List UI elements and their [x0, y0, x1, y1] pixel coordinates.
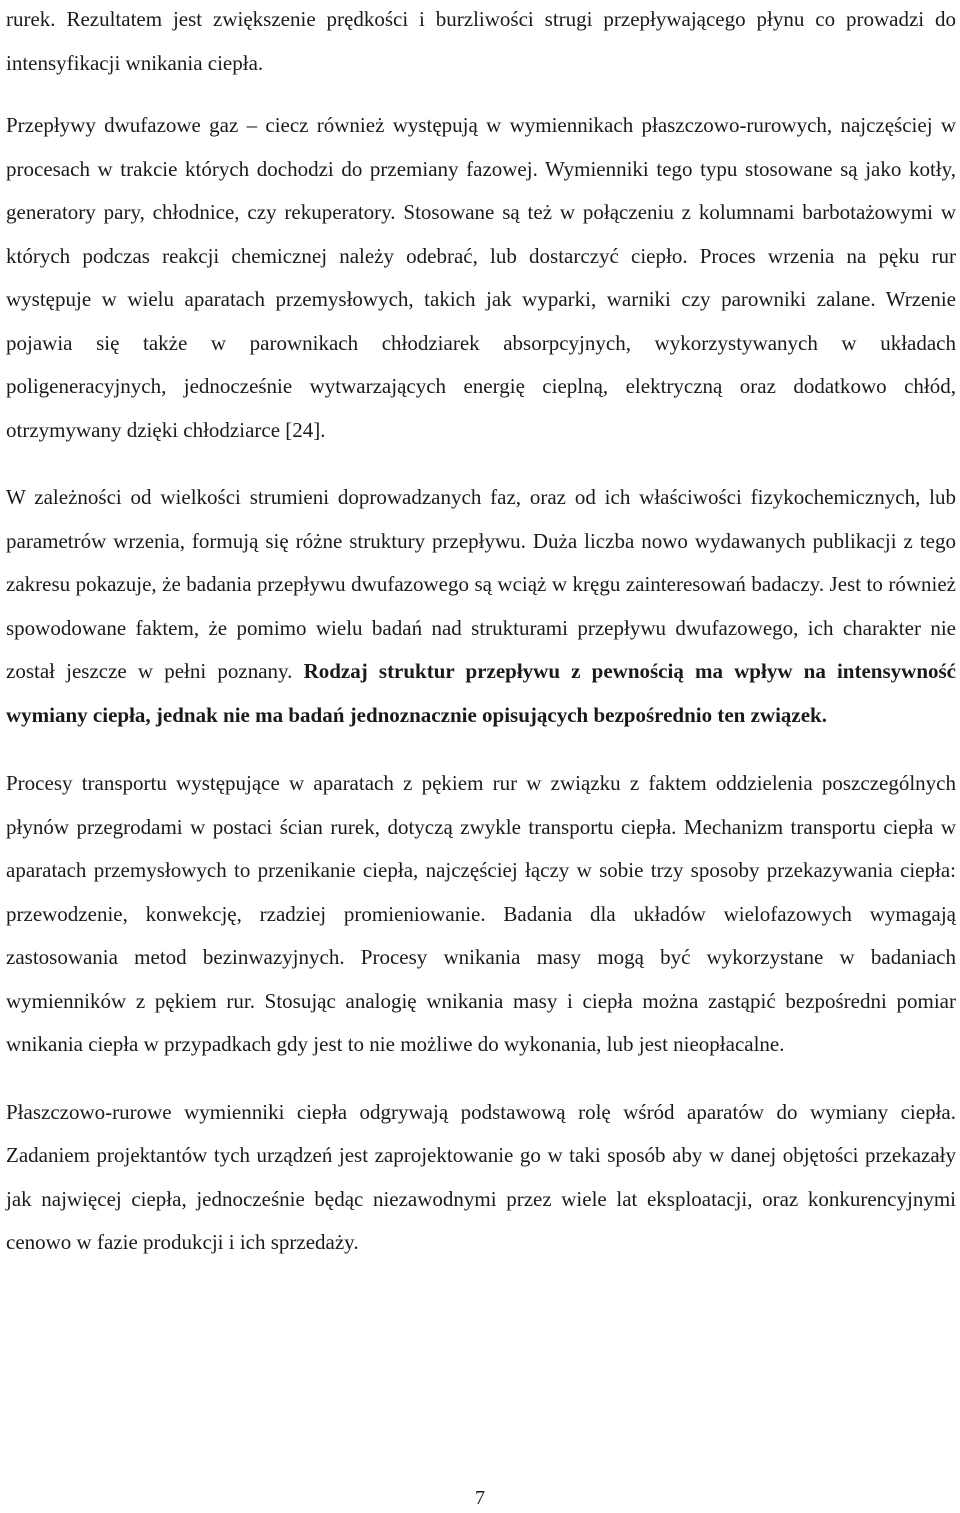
paragraph-intro-continuation	[6, 0, 956, 85]
paragraph-transport-processes	[6, 762, 956, 1067]
paragraph-text: Przepływy dwufazowe gaz – ciecz również występują w wymiennikach płaszczowo-rurowych, najczęściej w procesach w trakcie których dochodzi do przemiany fazowej. Wymienniki tego typu stosowane są jako kotły, generatory pary, chłodnice, czy rekuperatory. Stosowane są też w połączeniu z kolumnami barbotażowymi w których podczas reakcji chemicznej należy odebrać, lub dostarczyć ciepło. Proces wrzenia na pęku rur występuje w wielu aparatach przemysłowych, takich jak wyparki, warniki czy parowniki zalane. Wrzenie pojawia się także w parownikach chłodziarek absorpcyjnych, wykorzystywanych w układach poligeneracyjnych, jednocześnie wytwarzających energię cieplną, elektryczną oraz dodatkowo chłód, otrzymywany dzięki chłodziarce [24].	[6, 113, 956, 442]
paragraph-text: Procesy transportu występujące w aparatach z pękiem rur w związku z faktem oddzielenia poszczególnych płynów przegrodami w postaci ścian rurek, dotyczą zwykle transportu ciepła. Mechanizm transportu ciepła w aparatach przemysłowych to przenikanie ciepła, najczęściej łączy w sobie trzy sposoby przekazywania ciepła: przewodzenie, konwekcję, rzadziej promieniowanie. Badania dla układów wielofazowych wymagają zastosowania metod bezinwazyjnych. Procesy wnikania masy mogą być wykorzystane w badaniach wymienników z pękiem rur. Stosując analogię wnikania masy i ciepła można zastąpić bezpośredni pomiar wnikania ciepła w przypadkach gdy jest to nie możliwe do wykonania, lub jest nieopłacalne.	[6, 771, 956, 1056]
paragraph-two-phase-flows	[6, 104, 956, 452]
paragraph-bold-statement: Rodzaj struktur przepływu z pewnością ma wpływ na intensywność wymiany ciepła, jednak nie ma badań jednoznacznie opisujących bezpośrednio ten związek.	[6, 659, 956, 727]
paragraph-flow-structures	[6, 476, 956, 737]
paragraph-shell-and-tube-exchangers	[6, 1091, 956, 1265]
document-page	[6, 0, 956, 1265]
paragraph-text: rurek. Rezultatem jest zwiększenie prędkości i burzliwości strugi przepływającego płynu co prowadzi do intensyfikacji wnikania ciepła.	[6, 7, 956, 75]
paragraph-text: W zależności od wielkości strumieni doprowadzanych faz, oraz od ich właściwości fizykochemicznych, lub parametrów wrzenia, formują się różne struktury przepływu. Duża liczba nowo wydawanych publikacji z tego zakresu pokazuje, że badania przepływu dwufazowego są wciąż w kręgu zainteresowań badaczy. Jest to również spowodowane faktem, że pomimo wielu badań nad strukturami przepływu dwufazowego, ich charakter nie został jeszcze w pełni poznany.	[6, 485, 956, 683]
page-number: 7	[475, 1487, 485, 1509]
paragraph-text: Płaszczowo-rurowe wymienniki ciepła odgrywają podstawową rolę wśród aparatów do wymiany ciepła. Zadaniem projektantów tych urządzeń jest zaprojektowanie go w taki sposób aby w danej objętości przekazały jak najwięcej ciepła, jednocześnie będąc niezawodnymi przez wiele lat eksploatacji, oraz konkurencyjnymi cenowo w fazie produkcji i ich sprzedaży.	[6, 1099, 956, 1254]
